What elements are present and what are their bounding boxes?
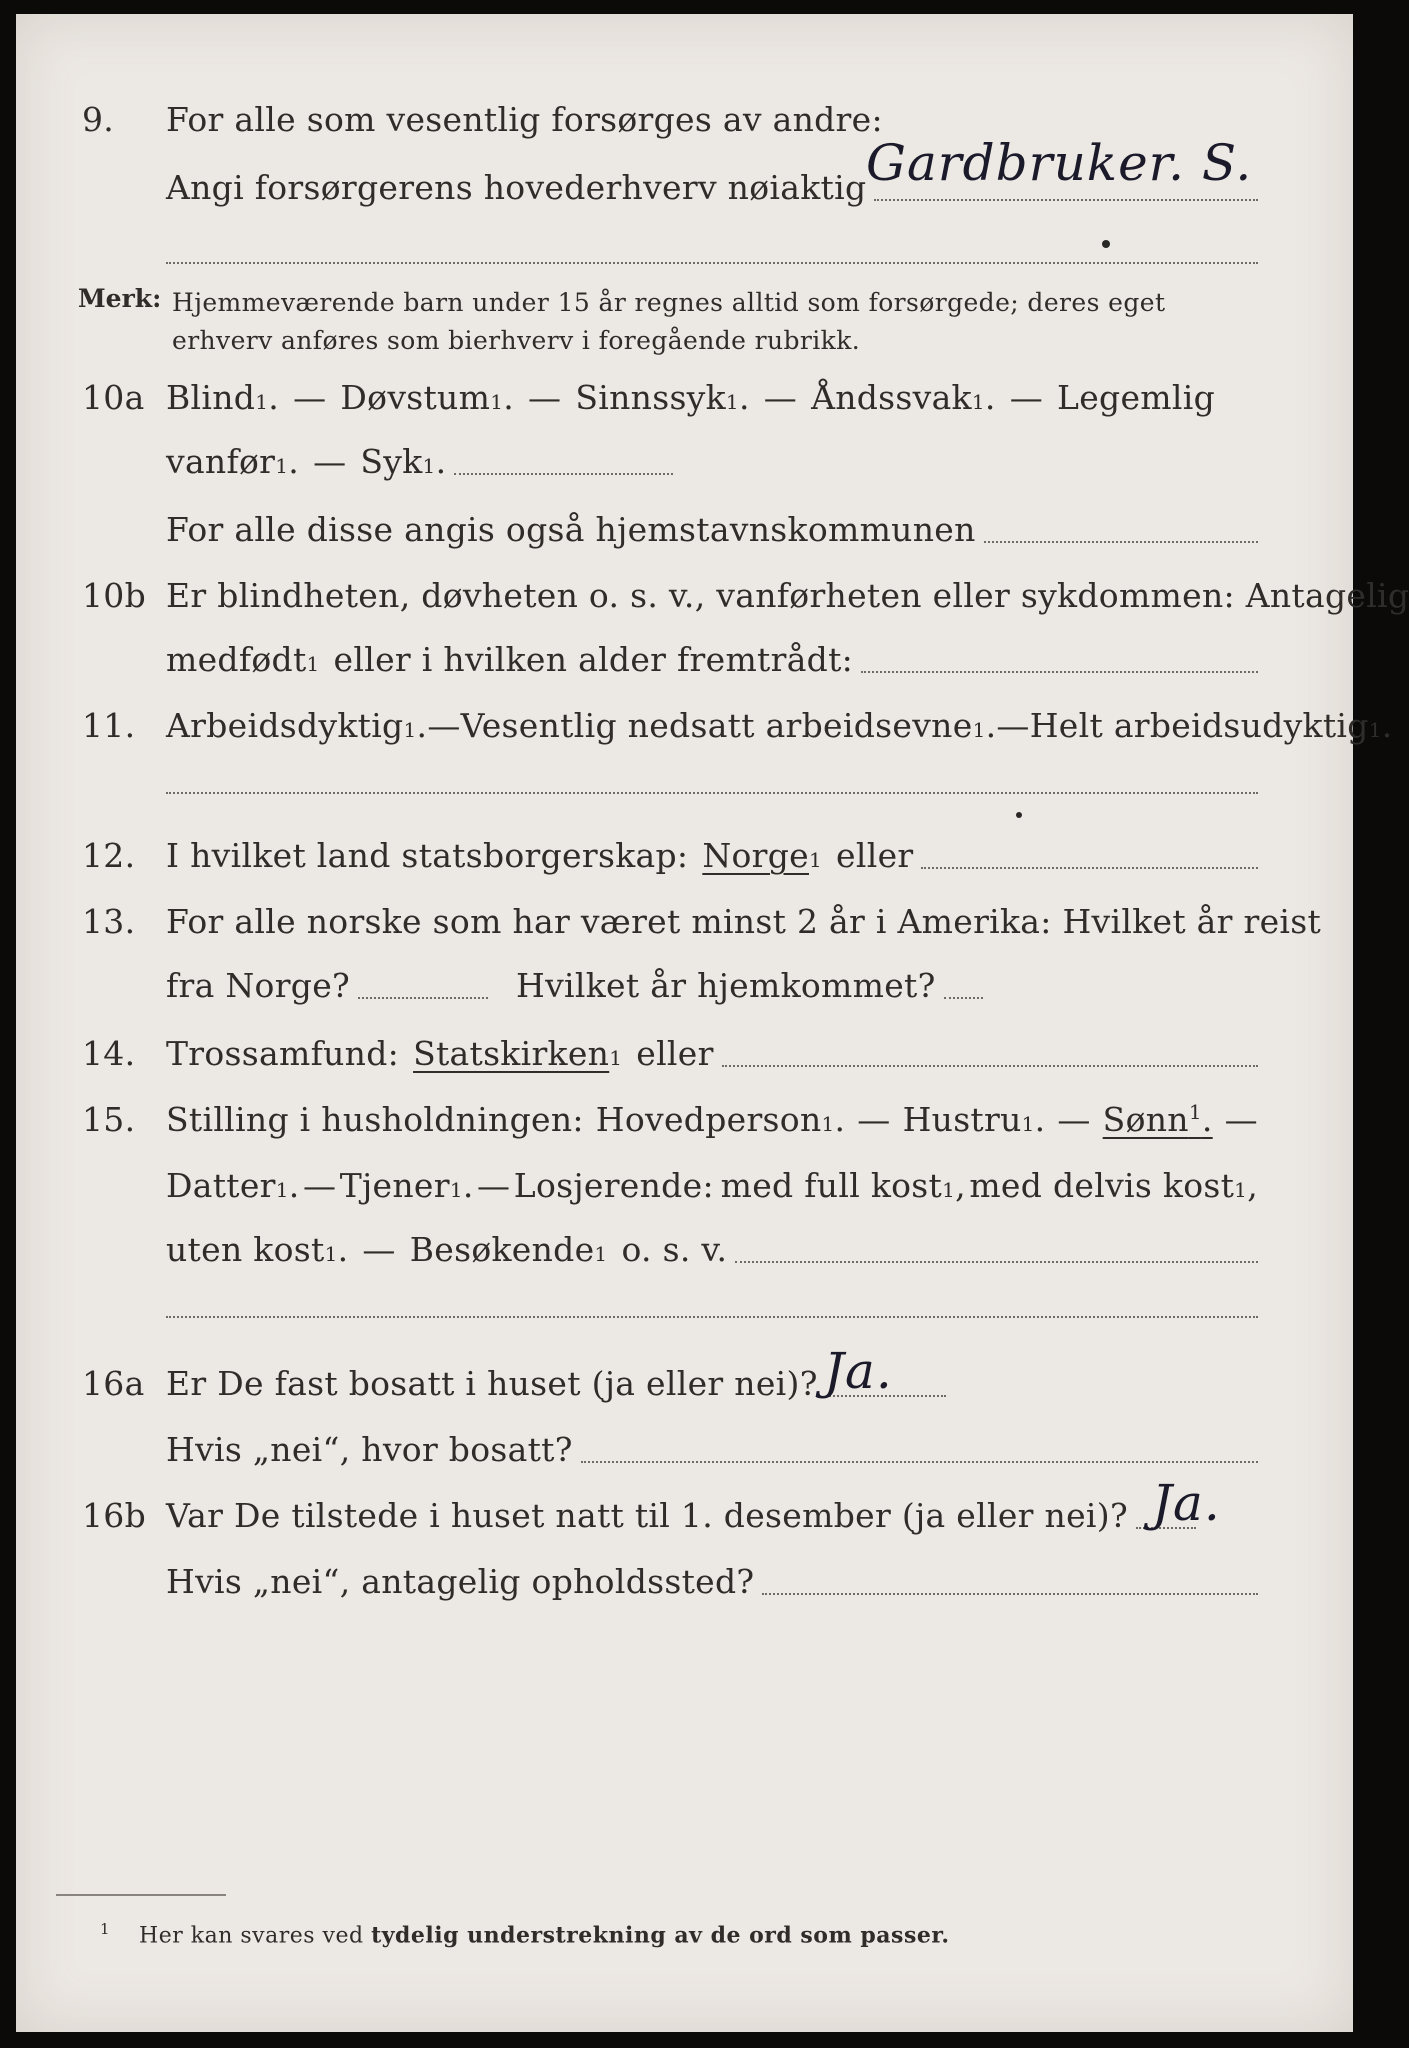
q16a-line2 (166, 1430, 1258, 1469)
dash: — (427, 706, 461, 745)
dash: — (313, 442, 347, 481)
q10a-hjemstavn-field[interactable] (984, 541, 1258, 543)
q14-answer-field[interactable] (722, 1065, 1258, 1067)
q9-blank-line[interactable] (166, 262, 1258, 264)
q13-hjem: Hvilket år hjemkommet? (516, 966, 936, 1005)
q10b-number: 10b (82, 576, 147, 615)
q15-hovedperson: Hovedperson (595, 1100, 822, 1139)
footnote-rule (56, 1894, 226, 1896)
q15-utenkost: uten kost (166, 1230, 325, 1269)
q16b-number: 16b (82, 1496, 147, 1535)
q14-statskirken: Statskirken (413, 1034, 610, 1073)
q10b-medfodt: medfødt (166, 640, 307, 679)
q14-line: 14. Trossamfund: Statskirken 1 eller (166, 1034, 1258, 1073)
census-form-page (16, 14, 1409, 2032)
q15-losjerende: Losjerende: (513, 1166, 714, 1205)
dash: — (996, 706, 1030, 745)
q10a-vanfor: vanfør (166, 442, 276, 481)
q16a-bosatt-field[interactable] (581, 1461, 1258, 1463)
q16a-text2: Hvis „nei“, hvor bosatt? (166, 1430, 573, 1469)
dash: — (763, 378, 798, 417)
q15-delviskost: med delvis kost (969, 1166, 1235, 1205)
q10b-text2: eller i hvilken alder fremtrådt: (333, 640, 854, 679)
q10b-text1: Er blindheten, døvheten o. s. v., vanførheten eller sykdommen: Antagelig (166, 576, 1409, 615)
q12-number: 12. (82, 836, 136, 875)
q12-eller: eller (836, 836, 914, 875)
q12-text: I hvilket land statsborgerskap: (166, 836, 689, 875)
q16b-text2: Hvis „nei“, antagelig opholdssted? (166, 1562, 755, 1601)
q10b-alder-field[interactable] (861, 671, 1258, 673)
q15-osv: o. s. v. (621, 1230, 728, 1269)
ink-dot (1102, 240, 1110, 248)
q15-sonn-text: Sønn (1102, 1100, 1189, 1139)
q15-fullkost: med full kost (720, 1166, 943, 1205)
q15-datter: Datter (166, 1166, 276, 1205)
q11-line: 11. Arbeidsdyktig 1 . — Vesentlig nedsatt arbeidsevne 1 . — Helt arbeidsudyktig 1 . (82, 706, 1393, 745)
q16b-text1: Var De tilstede i huset natt til 1. desember (ja eller nei)? (166, 1496, 1128, 1535)
dash: — (362, 1230, 396, 1269)
dash: — (857, 1100, 891, 1139)
q11-c: Helt arbeidsudyktig (1029, 706, 1369, 745)
footnote-mark: 1 (100, 1920, 111, 1938)
q10a-number: 10a (82, 378, 145, 417)
footnote-text-a: Her kan svares ved (139, 1923, 364, 1949)
q10a-blind: Blind (166, 378, 256, 417)
q11-number: 11. (82, 706, 136, 745)
q16b-line1 (82, 1496, 1258, 1535)
q15-besokende: Besøkende (409, 1230, 595, 1269)
q15-blank-line[interactable] (166, 1316, 1258, 1318)
q10a-text3: For alle disse angis også hjemstavnskommunen (166, 510, 976, 549)
q10a-line1: 10a Blind 1 . — Døvstum 1 . — Sinnssyk 1 . — Åndssvak 1 . — Legemlig (82, 378, 1216, 417)
dash: — (1057, 1100, 1091, 1139)
ink-dot (1016, 812, 1022, 818)
q9-answer-field[interactable] (874, 199, 1258, 201)
dash: — (477, 1166, 511, 1205)
sup-mark: 1 (1188, 1100, 1202, 1124)
footnote-text-b: tydelig understrekning av de ord som passer. (371, 1922, 950, 1949)
q15-tjener: Tjener (339, 1166, 450, 1205)
q10a-syk: Syk (360, 442, 423, 481)
q16a-line1 (82, 1364, 1258, 1403)
q15-hustru: Hustru (902, 1100, 1022, 1139)
q14-eller: eller (636, 1034, 714, 1073)
q15-sonn: Sønn$^1$. (1102, 1100, 1213, 1139)
q10a-line2: vanfør 1 . — Syk 1 . (166, 442, 673, 481)
q16a-text1: Er De fast bosatt i huset (ja eller nei)? (166, 1364, 818, 1403)
merk-label: Merk: (78, 284, 162, 313)
q10b-line2: medfødt 1 eller i hvilken alder fremtrådt: (166, 640, 1258, 679)
q11-blank-line[interactable] (166, 792, 1258, 794)
q13-reist-field[interactable] (358, 997, 488, 999)
q10a-dovstum: Døvstum (340, 378, 491, 417)
q16a-handwritten-answer: Ja. (824, 1342, 893, 1400)
q13-line1 (82, 902, 1322, 941)
q10a-line3 (166, 510, 1258, 549)
q9-handwritten-answer: Gardbruker. S. (866, 134, 1253, 192)
q15-answer-field[interactable] (735, 1261, 1258, 1263)
q16b-line2 (166, 1562, 1258, 1601)
dash: — (1224, 1100, 1258, 1139)
q12-answer-field[interactable] (921, 867, 1258, 869)
dash: — (528, 378, 562, 417)
q15-line1: 15. Stilling i husholdningen: Hovedperson 1 . — Hustru 1 . — Sønn$^1$. — (82, 1100, 1258, 1139)
footnote (100, 1920, 950, 1948)
q10a-legemlig: Legemlig (1057, 378, 1216, 417)
q12-norge: Norge (702, 836, 809, 875)
q10b-line1 (82, 576, 1409, 615)
q13-fra: fra Norge? (166, 966, 351, 1005)
q11-b: Vesentlig nedsatt arbeidsevne (460, 706, 973, 745)
merk-text: Hjemmeværende barn under 15 år regnes alltid som forsørgede; deres eget erhverv anføres som bierhverv i foregående rubrikk. (172, 288, 1166, 355)
q15-line2: Datter 1 . — Tjener 1 . — Losjerende: med full kost 1 , med delvis kost 1 , (166, 1166, 1258, 1205)
q12-line: 12. I hvilket land statsborgerskap: Norge 1 eller (166, 836, 1258, 875)
q9-text1: For alle som vesentlig forsørges av andre: (166, 100, 883, 139)
dash: — (293, 378, 327, 417)
q16b-opholdssted-field[interactable] (762, 1593, 1258, 1595)
q15-number: 15. (82, 1100, 136, 1139)
q10a-andssvak: Åndssvak (811, 378, 972, 417)
q16a-number: 16a (82, 1364, 145, 1403)
q14-text: Trossamfund: (166, 1034, 400, 1073)
q13-line2 (166, 966, 983, 1005)
q15-text1: Stilling i husholdningen: (166, 1100, 584, 1139)
q11-a: Arbeidsdyktig (166, 706, 404, 745)
q9-text2: Angi forsørgerens hovederhverv nøiaktig (166, 168, 867, 207)
q13-text1: For alle norske som har været minst 2 år i Amerika: Hvilket år reist (166, 902, 1322, 941)
q15-line3: uten kost 1 . — Besøkende 1 o. s. v. (166, 1230, 1258, 1269)
q16b-handwritten-answer: Ja. (1152, 1474, 1221, 1532)
q10a-syk-field[interactable] (454, 473, 673, 475)
q14-number: 14. (82, 1034, 136, 1073)
q10a-sinnssyk: Sinnssyk (575, 378, 726, 417)
q13-hjem-field[interactable] (944, 997, 983, 999)
q9-number: 9. (82, 100, 115, 139)
dash: — (302, 1166, 337, 1205)
q13-number: 13. (82, 902, 136, 941)
dash: — (1009, 378, 1043, 417)
